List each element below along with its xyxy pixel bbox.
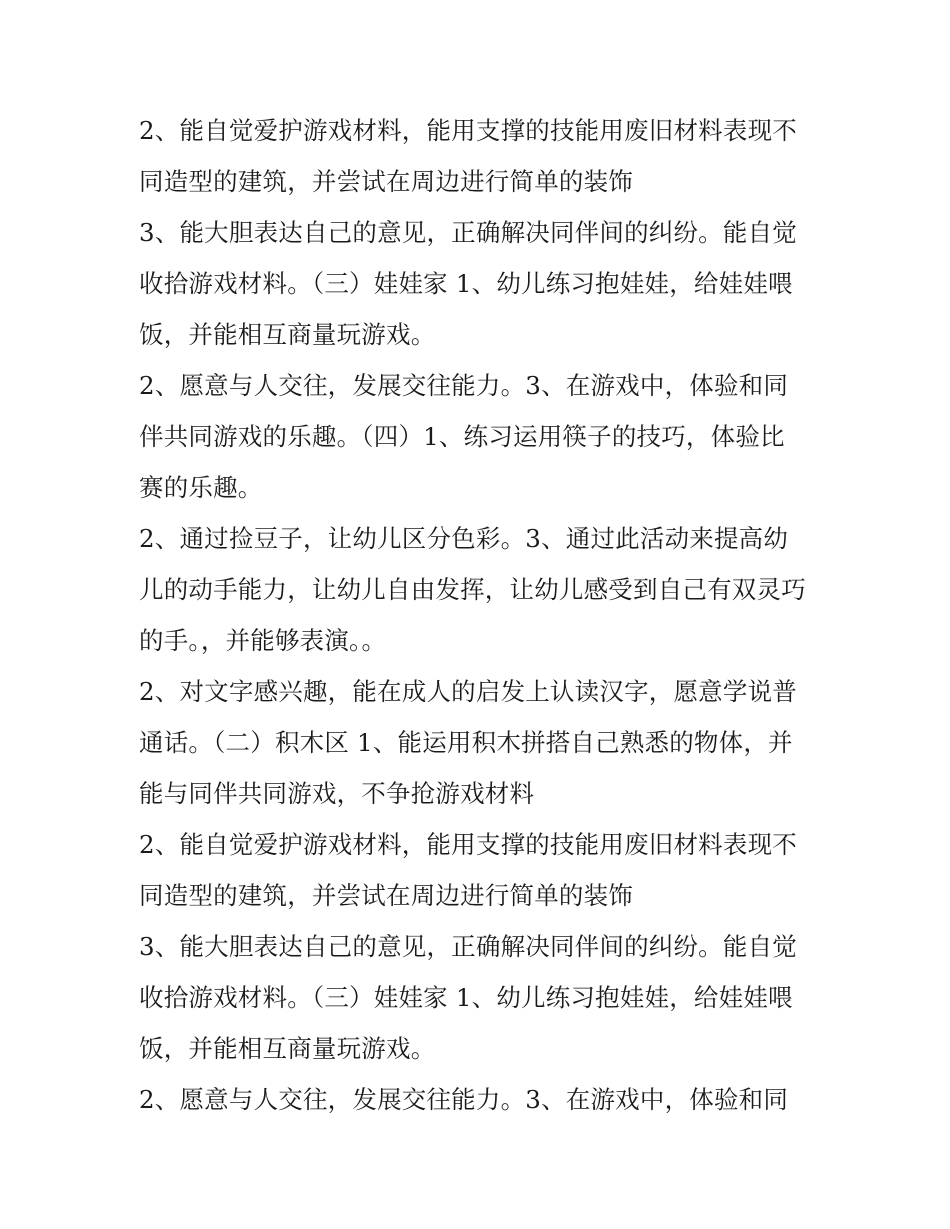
text-line: 饭，并能相互商量玩游戏。	[139, 1034, 436, 1063]
text-line: 2、通过捡豆子，让幼儿区分色彩。3、通过此活动来提高幼	[139, 524, 789, 553]
text-line: 能与同伴共同游戏，不争抢游戏材料	[139, 779, 535, 808]
text-line: 饭，并能相互商量玩游戏。	[139, 320, 436, 349]
text-line: 收拾游戏材料。（三）娃娃家 1、幼儿练习抱娃娃，给娃娃喂	[139, 269, 793, 298]
document-body	[139, 105, 829, 1125]
text-line: 同造型的建筑，并尝试在周边进行简单的装饰	[139, 881, 633, 910]
text-line: 3、能大胆表达自己的意见，正确解决同伴间的纠纷。能自觉	[139, 218, 797, 247]
text-line: 同造型的建筑，并尝试在周边进行简单的装饰	[139, 167, 633, 196]
text-line: 通话。（二）积木区 1、能运用积木拼搭自己熟悉的物体，并	[139, 728, 793, 757]
text-line: 2、对文字感兴趣，能在成人的启发上认读汉字，愿意学说普	[139, 677, 797, 706]
text-line: 2、愿意与人交往，发展交往能力。3、在游戏中，体验和同	[139, 1085, 789, 1114]
text-line: 2、能自觉爱护游戏材料，能用支撑的技能用废旧材料表现不	[139, 830, 797, 859]
text-line: 儿的动手能力，让幼儿自由发挥，让幼儿感受到自己有双灵巧	[139, 575, 806, 604]
text-line: 伴共同游戏的乐趣。（四）1、练习运用筷子的技巧，体验比	[139, 422, 785, 451]
text-line: 收拾游戏材料。（三）娃娃家 1、幼儿练习抱娃娃，给娃娃喂	[139, 983, 793, 1012]
text-line: 的手。，并能够表演。。	[139, 626, 387, 655]
text-line: 2、愿意与人交往，发展交往能力。3、在游戏中，体验和同	[139, 371, 789, 400]
text-line: 3、能大胆表达自己的意见，正确解决同伴间的纠纷。能自觉	[139, 932, 797, 961]
text-line: 赛的乐趣。	[139, 473, 263, 502]
text-line: 2、能自觉爱护游戏材料，能用支撑的技能用废旧材料表现不	[139, 116, 797, 145]
